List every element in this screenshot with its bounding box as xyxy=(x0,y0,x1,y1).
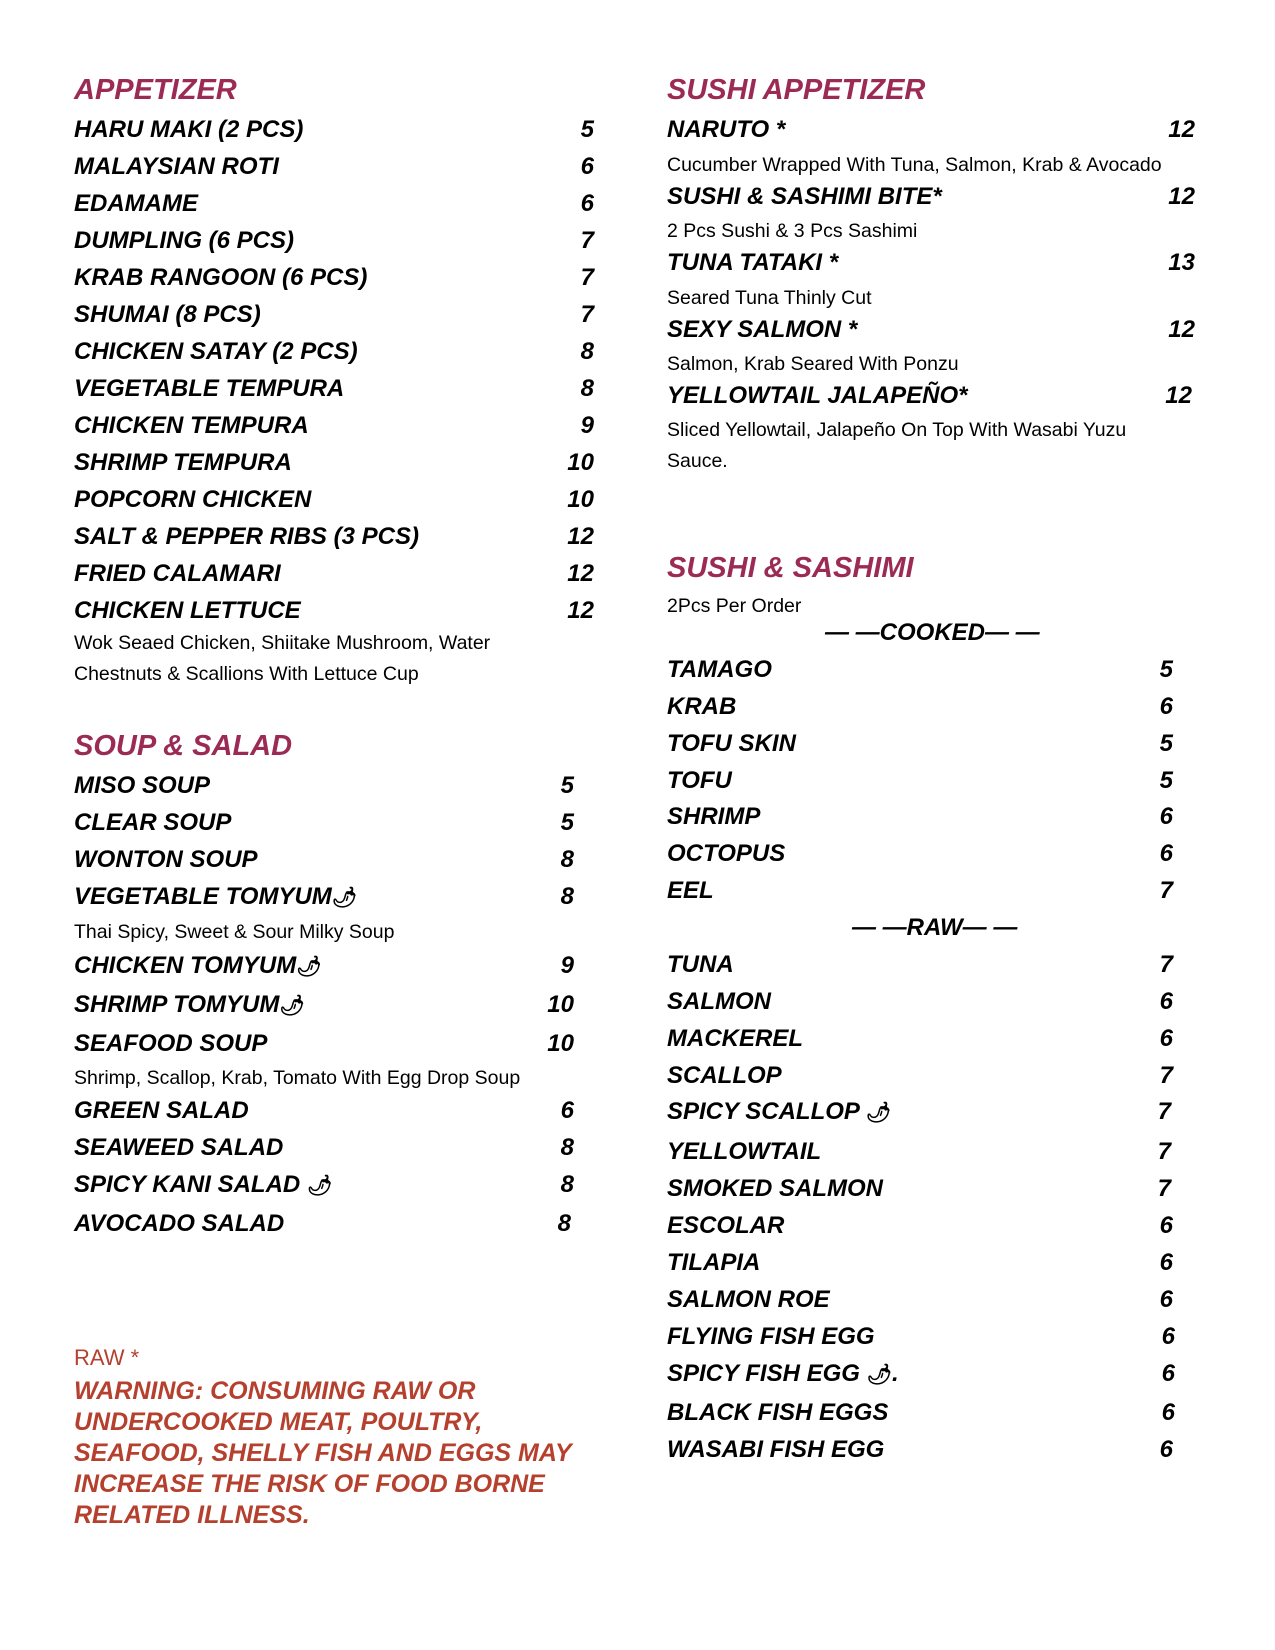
menu-item: CHICKEN LETTUCE xyxy=(74,597,301,624)
item-price: 12 xyxy=(567,597,594,624)
menu-item: TOFU SKIN xyxy=(667,730,796,757)
item-name: SHRIMP TOMYUM xyxy=(74,991,280,1018)
item-price: 8 xyxy=(580,338,594,365)
item-name: SPICY SCALLOP xyxy=(667,1098,860,1125)
item-price: 12 xyxy=(567,560,594,587)
item-name: CHICKEN TOMYUM xyxy=(74,952,297,979)
item-price: 8 xyxy=(560,1171,574,1198)
item-price: 6 xyxy=(1159,988,1173,1015)
item-description: Wok Seaed Chicken, Shiitake Mushroom, Water Chestnuts & Scallions With Lettuce Cup xyxy=(74,632,491,685)
menu-item: CLEAR SOUP xyxy=(74,809,232,836)
menu-item: MACKEREL xyxy=(667,1025,803,1052)
menu-item: NARUTO * xyxy=(667,116,786,143)
raw-notice-label: RAW * xyxy=(74,1345,140,1370)
cooked-divider: — —COOKED— — xyxy=(825,619,1040,646)
item-price: 6 xyxy=(1159,1286,1173,1313)
menu-item: SHRIMP TEMPURA xyxy=(74,449,292,476)
sushi-sashimi-title: SUSHI & SASHIMI xyxy=(667,552,914,584)
menu-item: SEAWEED SALAD xyxy=(74,1134,284,1161)
item-price: 6 xyxy=(1159,1249,1173,1276)
item-description: Seared Tuna Thinly Cut xyxy=(667,287,872,309)
menu-item: WASABI FISH EGG xyxy=(667,1436,885,1463)
item-price: 5 xyxy=(580,116,594,143)
menu-item: WONTON SOUP xyxy=(74,846,258,873)
item-price: 6 xyxy=(1159,1025,1173,1052)
item-price: 5 xyxy=(1159,767,1173,794)
menu-item: YELLOWTAIL xyxy=(667,1138,822,1165)
item-price: 7 xyxy=(1159,877,1173,904)
item-description: Salmon, Krab Seared With Ponzu xyxy=(667,353,959,375)
item-price: 6 xyxy=(1161,1399,1175,1426)
item-price: 10 xyxy=(547,1030,574,1057)
menu-item: AVOCADO SALAD xyxy=(74,1210,285,1237)
item-price: 7 xyxy=(1157,1175,1171,1202)
item-price: 5 xyxy=(560,772,574,799)
menu-item xyxy=(74,991,305,1019)
menu-item: SMOKED SALMON xyxy=(667,1175,883,1202)
menu-item: MISO SOUP xyxy=(74,772,211,799)
menu-item: POPCORN CHICKEN xyxy=(74,486,312,513)
chili-pepper-icon: 🌶 xyxy=(306,1175,333,1197)
item-description: 2 Pcs Sushi & 3 Pcs Sashimi xyxy=(667,220,918,242)
menu-item: FRIED CALAMARI xyxy=(74,560,281,587)
menu-item: MALAYSIAN ROTI xyxy=(74,153,279,180)
menu-item: SHUMAI (8 PCS) xyxy=(74,301,261,328)
item-price: 6 xyxy=(580,153,594,180)
menu-item: SEAFOOD SOUP xyxy=(74,1030,268,1057)
menu-item xyxy=(74,952,322,980)
item-price: 13 xyxy=(1168,249,1195,276)
item-price: 10 xyxy=(567,486,594,513)
menu-item: KRAB xyxy=(667,693,737,720)
menu-item: CHICKEN TEMPURA xyxy=(74,412,309,439)
menu-item xyxy=(74,883,357,911)
menu-item: GREEN SALAD xyxy=(74,1097,249,1124)
menu-item: TAMAGO xyxy=(667,656,772,683)
item-price: 6 xyxy=(580,190,594,217)
item-price: 7 xyxy=(580,227,594,254)
menu-item: TOFU xyxy=(667,767,732,794)
soup-salad-title: SOUP & SALAD xyxy=(74,730,293,762)
item-price: 9 xyxy=(560,952,574,979)
appetizer-title: APPETIZER xyxy=(74,74,237,106)
menu-item: VEGETABLE TEMPURA xyxy=(74,375,345,402)
item-price: 5 xyxy=(1159,730,1173,757)
item-price: 7 xyxy=(1157,1138,1171,1165)
item-price: 6 xyxy=(1161,1323,1175,1350)
raw-food-warning: WARNING: CONSUMING RAW OR UNDERCOOKED MEAT, POULTRY, SEAFOOD, SHELLY FISH AND EGGS MAY INCREASE THE RISK OF FOOD BORNE RELATED ILLNESS. xyxy=(74,1377,572,1529)
chili-pepper-icon: 🌶 xyxy=(279,995,305,1017)
menu-item xyxy=(667,1360,899,1388)
item-price: 8 xyxy=(580,375,594,402)
item-price: 8 xyxy=(557,1210,571,1237)
menu-item: YELLOWTAIL JALAPEÑO* xyxy=(667,382,968,409)
item-description: Shrimp, Scallop, Krab, Tomato With Egg Drop Soup xyxy=(74,1067,521,1089)
chili-pepper-icon: 🌶 xyxy=(865,1102,892,1124)
item-price: 12 xyxy=(567,523,594,550)
item-name: SPICY FISH EGG xyxy=(667,1360,860,1387)
item-price: 6 xyxy=(1159,1212,1173,1239)
menu-item: TUNA TATAKI * xyxy=(667,249,839,276)
item-price: 7 xyxy=(1159,951,1173,978)
item-description: Thai Spicy, Sweet & Sour Milky Soup xyxy=(74,921,395,943)
item-price: 6 xyxy=(1159,803,1173,830)
item-price: 10 xyxy=(567,449,594,476)
item-price: 7 xyxy=(580,301,594,328)
menu-item: OCTOPUS xyxy=(667,840,786,867)
menu-item xyxy=(667,1098,891,1126)
item-description: Sliced Yellowtail, Jalapeño On Top With Wasabi Yuzu Sauce. xyxy=(667,419,1127,472)
sushi-sashimi-subtitle: 2Pcs Per Order xyxy=(667,595,802,617)
item-price: 5 xyxy=(1159,656,1173,683)
menu-item: FLYING FISH EGG xyxy=(667,1323,875,1350)
menu-item: TUNA xyxy=(667,951,734,978)
menu-item: BLACK FISH EGGS xyxy=(667,1399,889,1426)
item-price: 12 xyxy=(1168,316,1195,343)
item-price: 10 xyxy=(547,991,574,1018)
menu-item: HARU MAKI (2 PCS) xyxy=(74,116,304,143)
menu-item: SUSHI & SASHIMI BITE* xyxy=(667,183,942,210)
menu-item: TILAPIA xyxy=(667,1249,761,1276)
menu-item: SALMON xyxy=(667,988,771,1015)
menu-item: SCALLOP xyxy=(667,1062,782,1089)
menu-item: EEL xyxy=(667,877,714,904)
menu-item: SEXY SALMON * xyxy=(667,316,858,343)
item-name: SPICY KANI SALAD xyxy=(74,1171,301,1198)
item-price: 7 xyxy=(580,264,594,291)
item-price: 6 xyxy=(1159,693,1173,720)
chili-pepper-icon: 🌶 xyxy=(866,1364,892,1386)
item-price: 12 xyxy=(1165,382,1192,409)
item-price: 8 xyxy=(560,1134,574,1161)
item-price: 5 xyxy=(560,809,574,836)
menu-item: SALT & PEPPER RIBS (3 PCS) xyxy=(74,523,419,550)
item-price: 6 xyxy=(1161,1360,1175,1387)
item-price: 6 xyxy=(1159,1436,1173,1463)
menu-item: SHRIMP xyxy=(667,803,761,830)
chili-pepper-icon: 🌶 xyxy=(331,887,358,909)
item-price: 6 xyxy=(1159,840,1173,867)
item-price: 7 xyxy=(1159,1062,1173,1089)
raw-divider: — —RAW— — xyxy=(852,914,1018,941)
item-price: 6 xyxy=(560,1097,574,1124)
menu-item: EDAMAME xyxy=(74,190,198,217)
item-price: 8 xyxy=(560,846,574,873)
item-price: 12 xyxy=(1168,116,1195,143)
item-price: 7 xyxy=(1157,1098,1171,1125)
item-description: Cucumber Wrapped With Tuna, Salmon, Krab & Avocado xyxy=(667,154,1162,176)
item-price: 12 xyxy=(1168,183,1195,210)
sushi-appetizer-title: SUSHI APPETIZER xyxy=(667,74,926,106)
item-name: VEGETABLE TOMYUM xyxy=(74,883,332,910)
item-price: 8 xyxy=(560,883,574,910)
menu-item: DUMPLING (6 PCS) xyxy=(74,227,295,254)
menu-item: SALMON ROE xyxy=(667,1286,830,1313)
item-price: 9 xyxy=(580,412,594,439)
item-name-suffix: . xyxy=(892,1360,899,1387)
menu-item xyxy=(74,1171,332,1199)
menu-item: ESCOLAR xyxy=(667,1212,785,1239)
menu-item: CHICKEN SATAY (2 PCS) xyxy=(74,338,358,365)
chili-pepper-icon: 🌶 xyxy=(296,956,322,978)
menu-item: KRAB RANGOON (6 PCS) xyxy=(74,264,368,291)
